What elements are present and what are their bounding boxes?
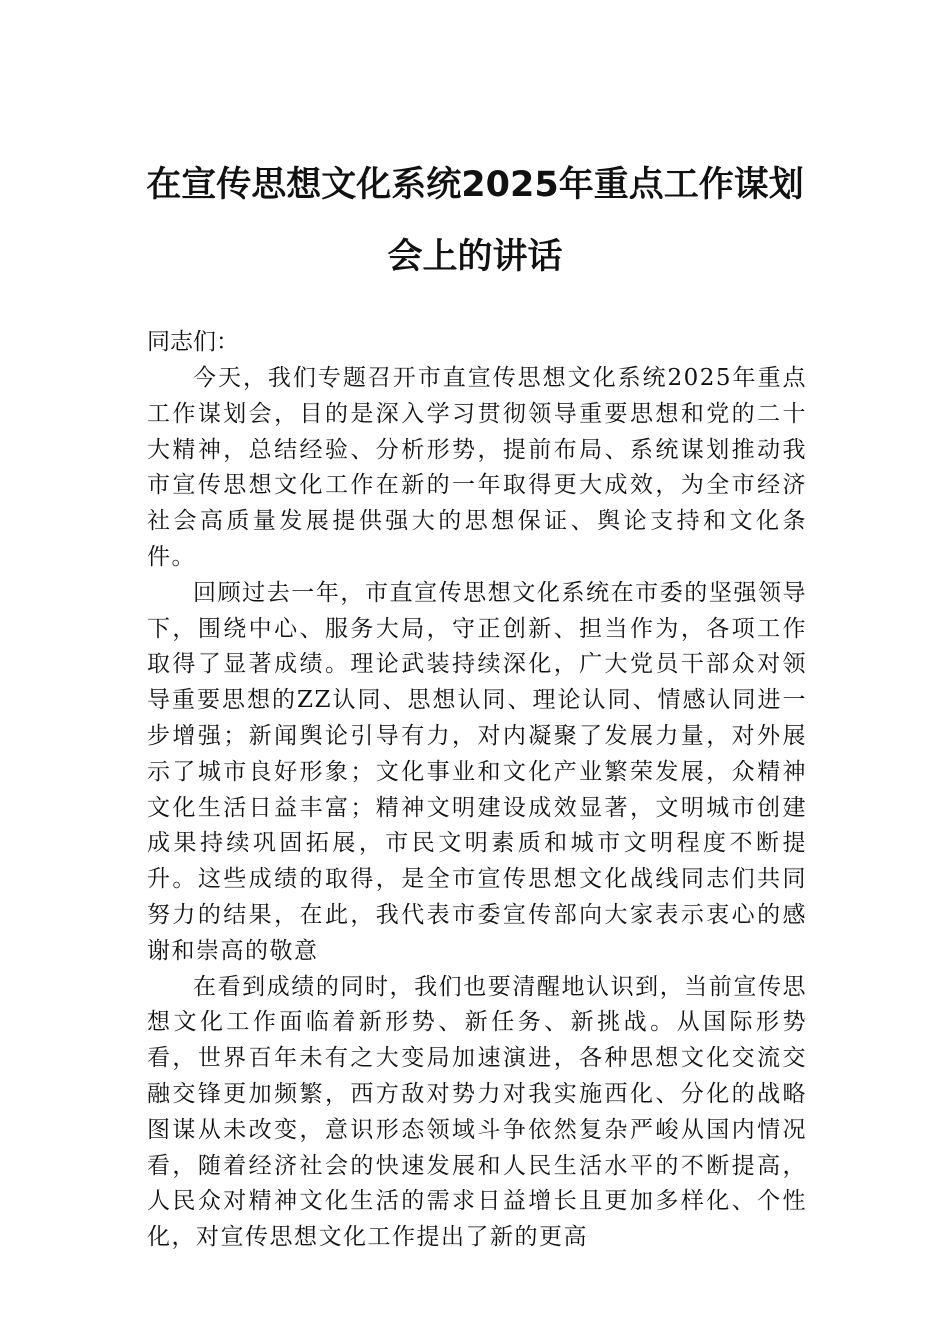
paragraph-2: 回顾过去一年，市直宣传思想文化系统在市委的坚强领导下，围绕中心、服务大局，守正创新、担当作为，各项工作取得了显著成绩。理论武装持续深化，广大党员干部众对领导重要思想的ZZ认同、思想认同、理论认同、情感认同进一步增强；新闻舆论引导有力，对内凝聚了发展力量，对外展示了城市良好形象；文化事业和文化产业繁荣发展，众精神文化生活日益丰富；精神文明建设成效显著，文明城市创建成果持续巩固拓展，市民文明素质和城市文明程度不断提升。这些成绩的取得，是全市宣传思想文化战线同志们共同努力的结果，在此，我代表市委宣传部向大家表示衷心的感谢和崇高的敬意 (147, 579, 807, 964)
document-body (147, 361, 807, 1256)
paragraph-3: 在看到成绩的同时，我们也要清醒地认识到，当前宣传思想文化工作面临着新形势、新任务、新挑战。从国际形势看，世界百年未有之大变局加速演进，各种思想文化交流交融交锋更加频繁，西方敌对势力对我实施西化、分化的战略图谋从未改变，意识形态领域斗争依然复杂严峻从国内情况看，随着经济社会的快速发展和人民生活水平的不断提高，人民众对精神文化生活的需求日益增长且更加多样化、个性化，对宣传思想文化工作提出了新的更高 (147, 973, 807, 1251)
document-title-line-1: 在宣传思想文化系统2025年重点工作谋划 (146, 165, 804, 205)
greeting: 同志们： (147, 329, 239, 355)
document-title-line-2: 会上的讲话 (387, 237, 563, 277)
paragraph-1: 今天，我们专题召开市直宣传思想文化系统2025年重点工作谋划会，目的是深入学习贯彻领导重要思想和党的二十大精神，总结经验、分析形势，提前布局、系统谋划推动我市宣传思想文化工作在新的一年取得更大成效，为全市经济社会高质量发展提供强大的思想保证、舆论支持和文化条件。 (147, 365, 807, 570)
